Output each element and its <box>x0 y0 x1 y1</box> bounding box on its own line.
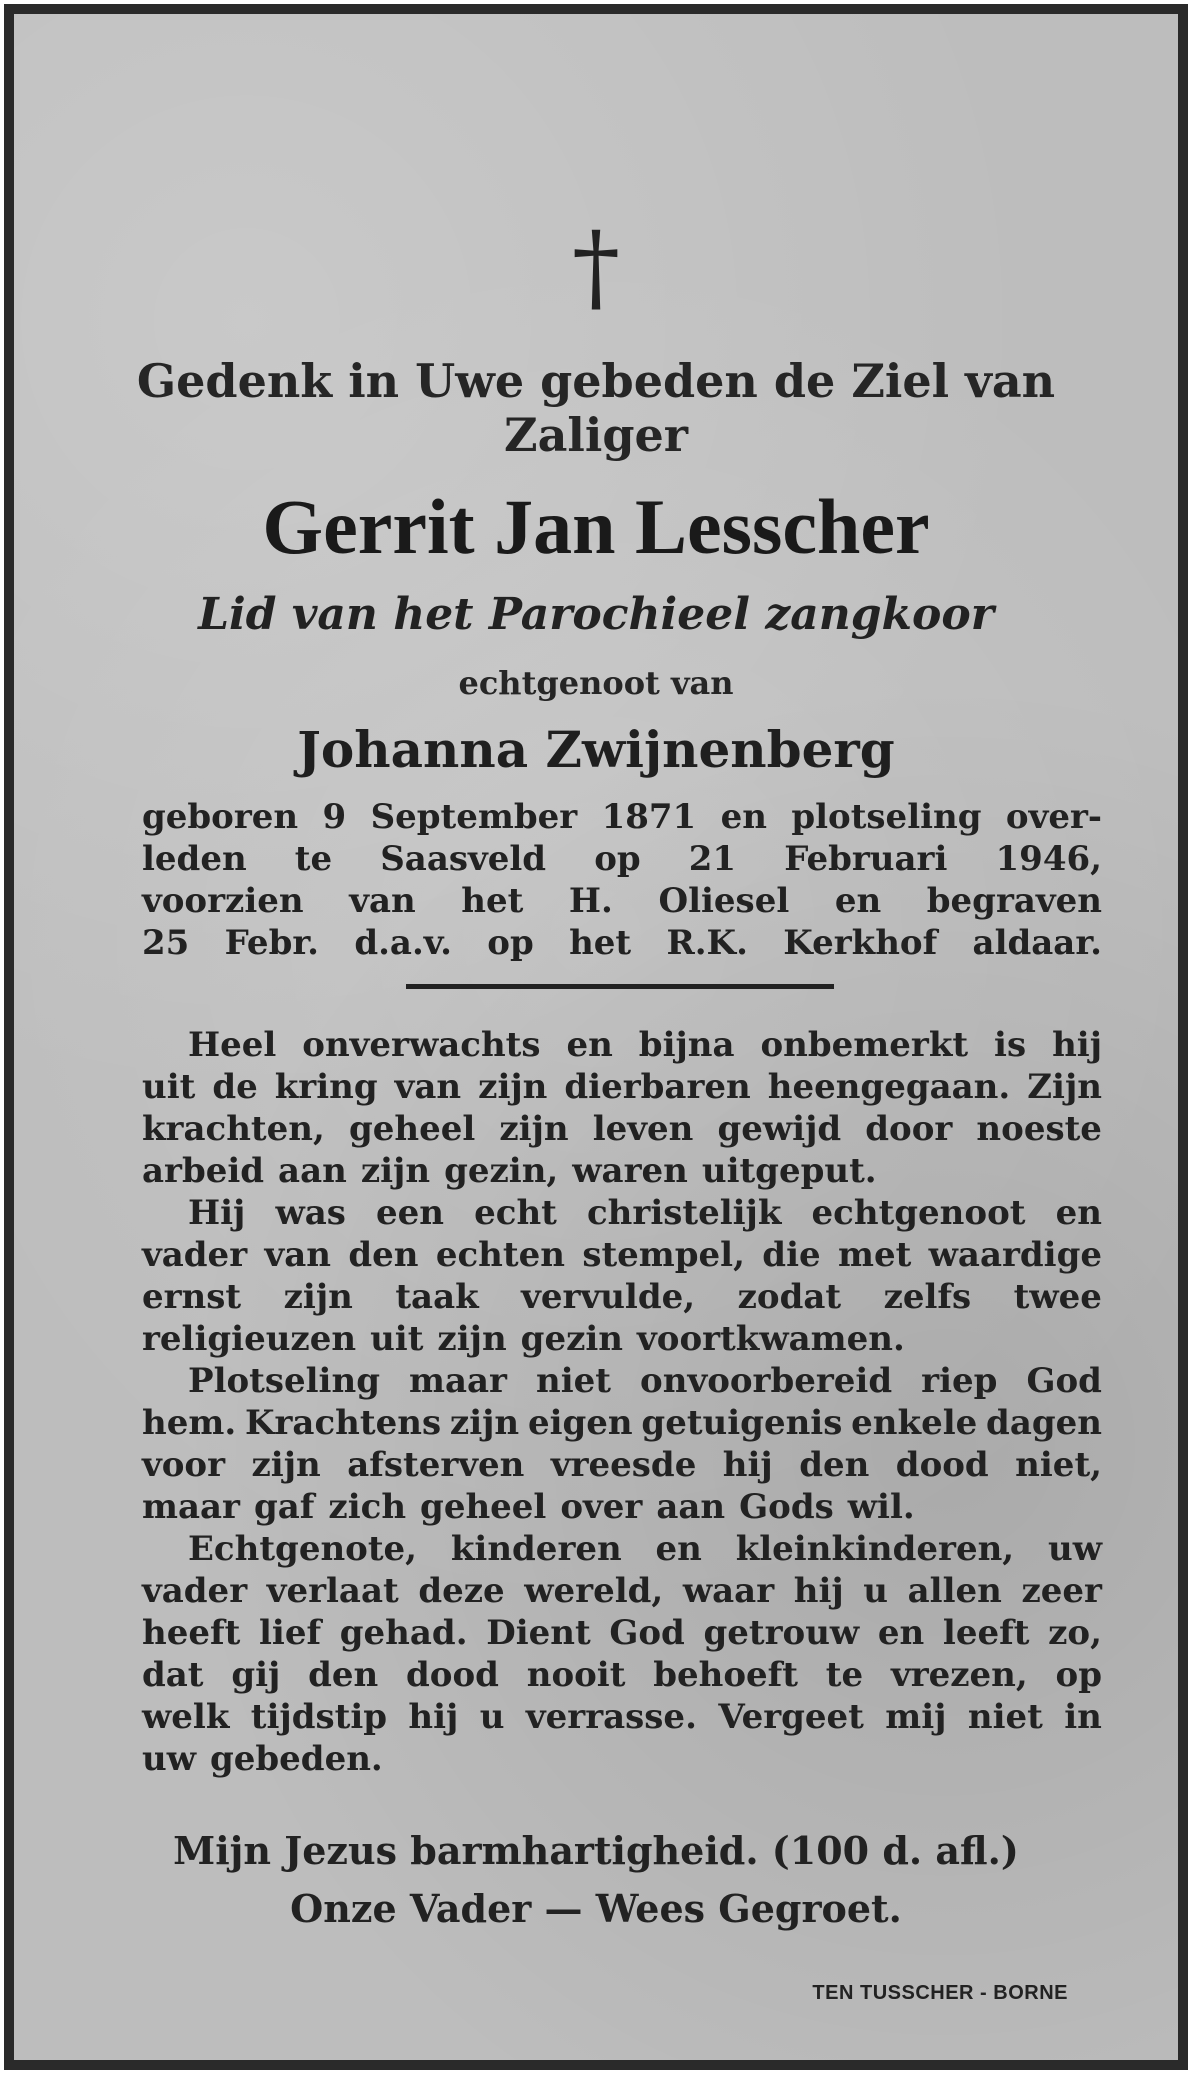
word: onbemerkt <box>760 1025 969 1065</box>
word: mij <box>885 1697 947 1737</box>
word: uit <box>370 1319 424 1359</box>
word: tijdstip <box>250 1697 388 1737</box>
word: christelijk <box>586 1193 782 1233</box>
word: behoeft <box>653 1655 798 1695</box>
word: wil. <box>847 1487 915 1527</box>
word: eigen <box>527 1403 633 1443</box>
heading-line-1: Gedenk in Uwe gebeden de Ziel van <box>136 354 1056 408</box>
word: hij <box>1052 1025 1102 1065</box>
word: een <box>376 1193 444 1233</box>
memorial-card <box>4 4 1188 2070</box>
word: en <box>655 1529 702 1569</box>
word: uitgeput. <box>701 1151 877 1191</box>
word: die <box>762 1235 821 1275</box>
word: dood <box>895 1445 989 1485</box>
body-line <box>142 1697 1102 1737</box>
word: vervulde, <box>521 1277 696 1317</box>
body-line <box>142 1235 1102 1275</box>
word: 1946, <box>995 839 1102 879</box>
printer-credit: TEN TUSSCHER - BORNE <box>812 1982 1068 2004</box>
word: u <box>479 1697 505 1737</box>
word: zijn <box>360 1151 431 1191</box>
word: Hij <box>188 1193 246 1233</box>
body-line <box>142 1613 1102 1653</box>
word: welk <box>142 1697 230 1737</box>
word: geboren <box>142 797 299 837</box>
word: gezin, <box>444 1151 559 1191</box>
word: vader <box>142 1571 248 1611</box>
word: aan <box>278 1151 347 1191</box>
word: aldaar. <box>972 923 1102 963</box>
word: begraven <box>926 881 1102 921</box>
word: en <box>877 1613 925 1653</box>
word: 9 <box>322 797 347 837</box>
word: onverwachts <box>302 1025 541 1065</box>
word: vrezen, <box>890 1655 1028 1695</box>
spouse-of-label: echtgenoot van <box>458 664 734 702</box>
word: gebeden. <box>210 1739 383 1779</box>
word: 1871 <box>601 797 697 837</box>
word: onvoorbereid <box>640 1361 893 1401</box>
word: en <box>566 1025 613 1065</box>
word: getrouw <box>703 1613 860 1653</box>
word: maar <box>142 1487 240 1527</box>
word: zijn <box>499 1109 569 1149</box>
word: God <box>609 1613 685 1653</box>
heading <box>74 354 1118 463</box>
bio-line <box>142 923 1102 963</box>
word: dood <box>406 1655 499 1695</box>
word: Vergeet <box>718 1697 864 1737</box>
word: hij <box>722 1445 773 1485</box>
word: Febr. <box>224 923 319 963</box>
word: Krachtens <box>244 1403 442 1443</box>
word: zeer <box>1021 1571 1102 1611</box>
word: met <box>837 1235 912 1275</box>
word: zijn <box>251 1445 321 1485</box>
word: over <box>560 1487 643 1527</box>
word: waardige <box>928 1235 1102 1275</box>
word: was <box>275 1193 346 1233</box>
word: stempel, <box>582 1235 745 1275</box>
word: de <box>212 1067 258 1107</box>
word: waar <box>682 1571 775 1611</box>
bio-line <box>142 797 1102 837</box>
word: 25 <box>142 923 190 963</box>
memorial-card-content <box>14 14 1178 2060</box>
word: uw <box>1047 1529 1102 1569</box>
word: Heel <box>188 1025 277 1065</box>
word: niet <box>536 1361 611 1401</box>
word: in <box>1064 1697 1102 1737</box>
word: door <box>865 1109 953 1149</box>
word: zich <box>328 1487 407 1527</box>
body-line <box>142 1571 1102 1611</box>
word: R.K. <box>666 923 748 963</box>
word: ernst <box>142 1277 242 1317</box>
word: zijn <box>437 1319 507 1359</box>
word: en <box>834 881 882 921</box>
word: het <box>461 881 524 921</box>
body-line <box>188 1193 1102 1233</box>
body-line <box>188 1025 1102 1065</box>
bio-line <box>142 881 1102 921</box>
word: afsterven <box>347 1445 525 1485</box>
word: u <box>863 1571 889 1611</box>
word: aan <box>656 1487 726 1527</box>
word: lief <box>259 1613 322 1653</box>
body-line <box>142 1487 1102 1527</box>
word: heengegaan. <box>767 1067 1011 1107</box>
word: voor <box>142 1445 226 1485</box>
word: Saasveld <box>380 839 547 879</box>
word: gij <box>231 1655 281 1695</box>
word: God <box>1026 1361 1102 1401</box>
body-line <box>142 1319 1102 1359</box>
word: van <box>264 1235 331 1275</box>
word: wereld, <box>524 1571 664 1611</box>
bio-line <box>142 839 1102 879</box>
word: Gods <box>739 1487 834 1527</box>
word: Plotseling <box>188 1361 380 1401</box>
word: Oliesel <box>658 881 790 921</box>
word: en <box>1055 1193 1102 1233</box>
word: niet, <box>1015 1445 1102 1485</box>
word: kring <box>274 1067 378 1107</box>
prayer-line-2: Onze Vader — Wees Gegroet. <box>290 1886 902 1931</box>
word: den <box>348 1235 419 1275</box>
word: geheel <box>348 1109 476 1149</box>
word: zelfs <box>883 1277 972 1317</box>
word: is <box>994 1025 1027 1065</box>
word: te <box>294 839 333 879</box>
word: vader <box>142 1235 248 1275</box>
word: noeste <box>976 1109 1102 1149</box>
body-line <box>188 1361 1102 1401</box>
word: Dient <box>486 1613 591 1653</box>
word: verlaat <box>266 1571 399 1611</box>
word: op <box>1055 1655 1102 1695</box>
word: leden <box>142 839 247 879</box>
word: plotseling <box>791 797 982 837</box>
word: dierbaren <box>564 1067 751 1107</box>
word: Echtgenote, <box>188 1529 418 1569</box>
word: allen <box>907 1571 1002 1611</box>
word: religieuzen <box>142 1319 357 1359</box>
cross-icon: † <box>572 211 620 323</box>
divider-rule <box>406 984 834 989</box>
word: zijn <box>449 1403 520 1443</box>
body-line <box>142 1739 1102 1779</box>
word: echtgenoot <box>811 1193 1026 1233</box>
body-line <box>142 1277 1102 1317</box>
body-line <box>142 1403 1102 1443</box>
word: den <box>799 1445 870 1485</box>
prayer-line-1: Mijn Jezus barmhartigheid. (100 d. afl.) <box>173 1828 1019 1873</box>
word: d.a.v. <box>354 923 452 963</box>
word: kleinkinderen, <box>735 1529 1015 1569</box>
word: arbeid <box>142 1151 265 1191</box>
word: hij <box>408 1697 459 1737</box>
word: Kerkhof <box>783 923 938 963</box>
word: nooit <box>526 1655 626 1695</box>
word: uw <box>142 1739 196 1779</box>
word: op <box>487 923 534 963</box>
body-line <box>142 1067 1102 1107</box>
word: riep <box>921 1361 998 1401</box>
word: vreesde <box>550 1445 697 1485</box>
word: gehad. <box>339 1613 468 1653</box>
word: krachten, <box>142 1109 325 1149</box>
word: bijna <box>638 1025 735 1065</box>
body-line <box>142 1109 1102 1149</box>
word: taak <box>395 1277 479 1317</box>
word: te <box>825 1655 864 1695</box>
word: en <box>720 797 767 837</box>
word: echt <box>474 1193 557 1233</box>
word: uit <box>142 1067 196 1107</box>
word: van <box>394 1067 462 1107</box>
word: Februari <box>784 839 948 879</box>
word: waren <box>572 1151 688 1191</box>
word: dat <box>142 1655 204 1695</box>
word: 21 <box>688 839 737 879</box>
word: gewijd <box>717 1109 842 1149</box>
spouse-name: Johanna Zwijnenberg <box>297 720 895 779</box>
word: September <box>370 797 578 837</box>
body-line <box>188 1529 1102 1569</box>
word: over- <box>1005 797 1102 837</box>
heading-line-2: Zaliger <box>504 408 688 463</box>
word: het <box>569 923 632 963</box>
deceased-name: Gerrit Jan Lesscher <box>262 483 930 570</box>
word: zijn <box>283 1277 353 1317</box>
word: Zijn <box>1027 1067 1102 1107</box>
word: zijn <box>478 1067 548 1107</box>
word: den <box>308 1655 379 1695</box>
word: deze <box>418 1571 505 1611</box>
word: kinderen <box>450 1529 622 1569</box>
word: van <box>349 881 416 921</box>
word: twee <box>1013 1277 1102 1317</box>
word: op <box>594 839 641 879</box>
deceased-role: Lid van het Parochieel zangkoor <box>198 589 994 640</box>
word: zo, <box>1048 1613 1102 1653</box>
word: H. <box>568 881 613 921</box>
word: niet <box>967 1697 1043 1737</box>
word: leeft <box>942 1613 1030 1653</box>
word: dagen <box>986 1403 1102 1443</box>
word: hij <box>793 1571 844 1611</box>
word: geheel <box>420 1487 547 1527</box>
word: maar <box>409 1361 507 1401</box>
body-line <box>142 1151 1102 1191</box>
word: echten <box>435 1235 565 1275</box>
word: heeft <box>142 1613 241 1653</box>
word: voorzien <box>142 881 304 921</box>
word: enkele <box>851 1403 978 1443</box>
word: zodat <box>737 1277 842 1317</box>
body-line <box>142 1655 1102 1695</box>
word: leven <box>592 1109 694 1149</box>
body-line <box>142 1445 1102 1485</box>
word: getuigenis <box>641 1403 843 1443</box>
word: gezin <box>520 1319 624 1359</box>
word: hem. <box>142 1403 237 1443</box>
word: voortkwamen. <box>637 1319 905 1359</box>
word: gaf <box>253 1487 315 1527</box>
word: verrasse. <box>525 1697 697 1737</box>
